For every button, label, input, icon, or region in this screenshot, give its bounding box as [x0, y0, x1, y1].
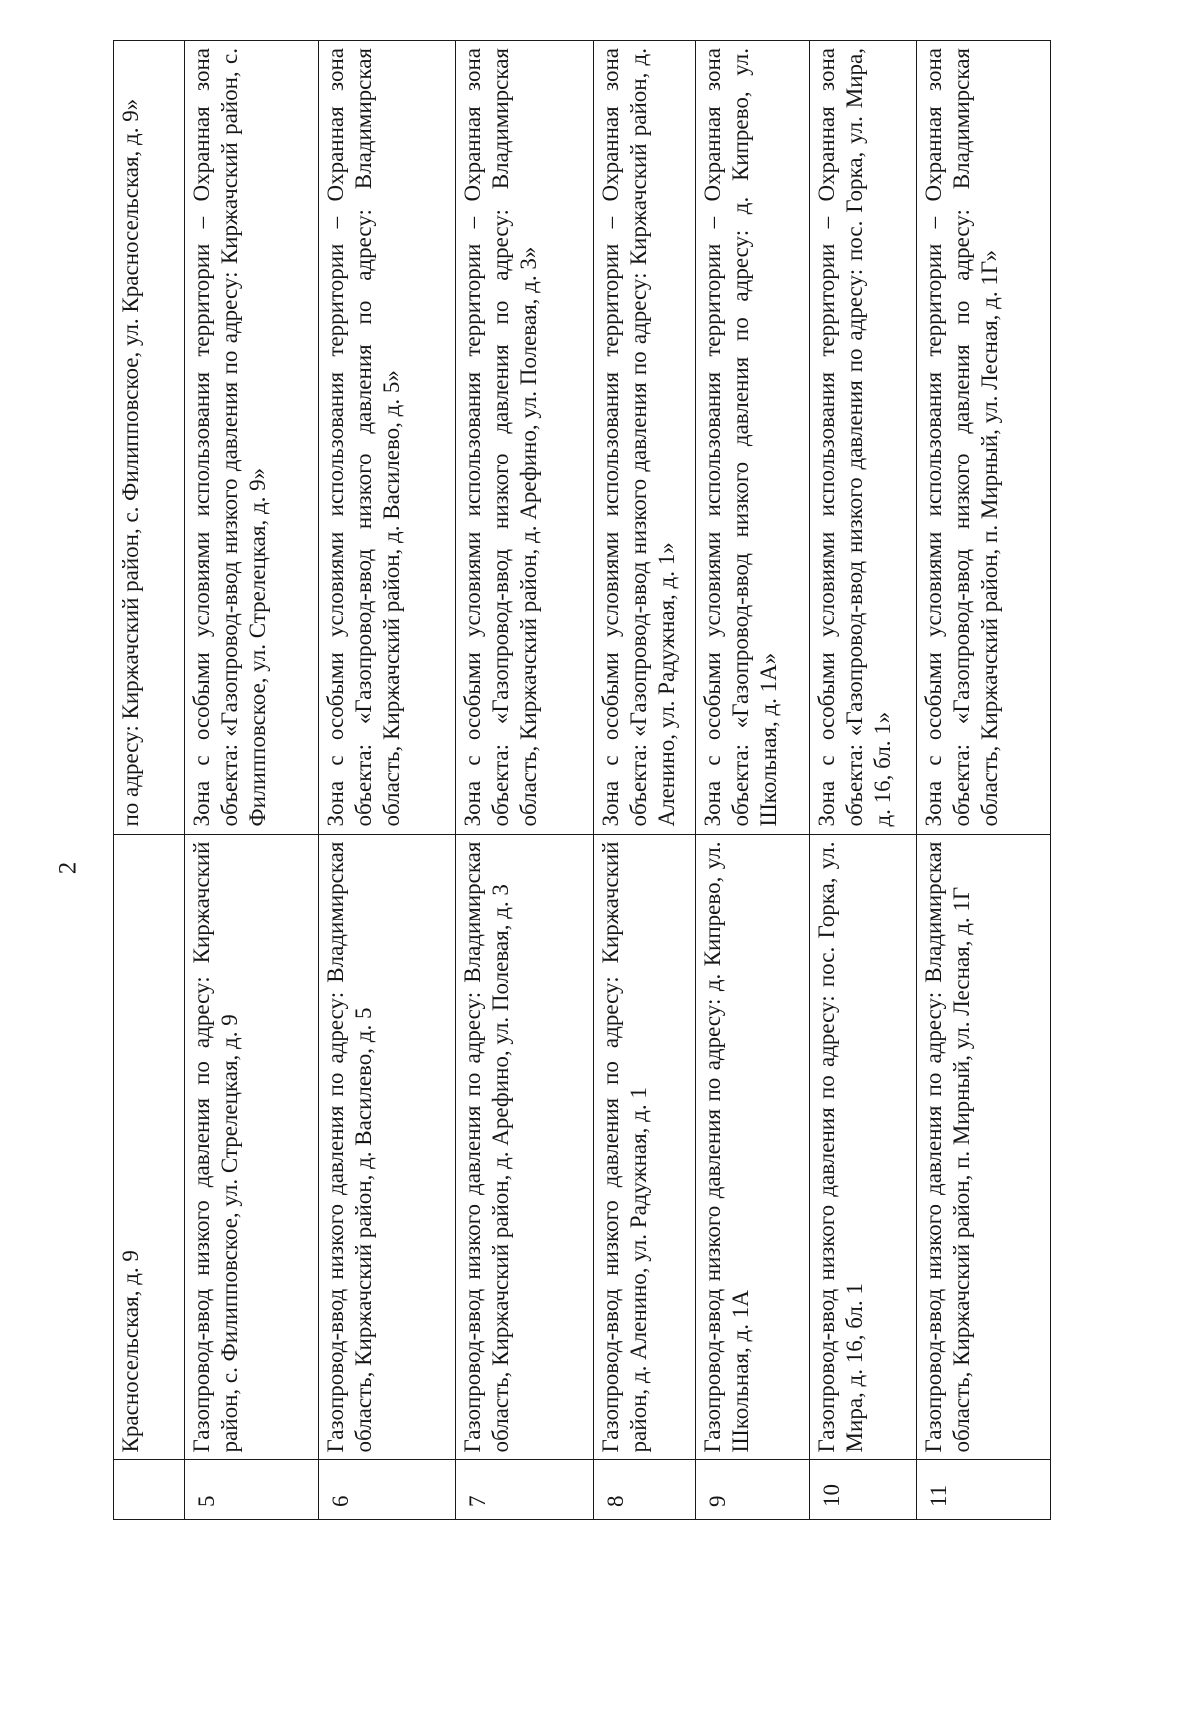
table-row [809, 41, 916, 1520]
row-number: 9 [695, 1460, 809, 1520]
row-number: 8 [594, 1460, 696, 1520]
object-description: Газопровод-ввод низкого давления по адресу: Киржачский район, д. Аленино, ул. Радужная, д. 1 [594, 834, 696, 1460]
row-number: 5 [185, 1460, 319, 1520]
table-row [455, 41, 593, 1520]
zone-description: Зона с особыми условиями использования территории – Охранная зона объекта: «Газопровод-ввод низкого давления по адресу: Владимирская область, Киржачский район, д. Василево, д. 5» [319, 41, 455, 835]
row-number: 10 [809, 1460, 916, 1520]
zone-description: Зона с особыми условиями использования территории – Охранная зона объекта: «Газопровод-ввод низкого давления по адресу: д. Кипрево, ул. Школьная, д. 1А» [695, 41, 809, 835]
table-row [319, 41, 455, 1520]
zone-description: Зона с особыми условиями использования территории – Охранная зона объекта: «Газопровод-ввод низкого давления по адресу: Киржачский район, с. Филипповское, ул. Стрелецкая, д. 9» [185, 41, 319, 835]
table-row [114, 41, 185, 1520]
object-description: Газопровод-ввод низкого давления по адресу: Владимирская область, Киржачский район, д. Василево, д. 5 [319, 834, 455, 1460]
table-row [916, 41, 1050, 1520]
table-row [185, 41, 319, 1520]
zone-description: Зона с особыми условиями использования территории – Охранная зона объекта: «Газопровод-ввод низкого давления по адресу: Владимирская область, Киржачский район, д. Арефино, ул. Полевая, д. 3» [455, 41, 593, 835]
row-number: 7 [455, 1460, 593, 1520]
object-description: Газопровод-ввод низкого давления по адресу: д. Кипрево, ул. Школьная, д. 1А [695, 834, 809, 1460]
row-number: 6 [319, 1460, 455, 1520]
zone-description: Зона с особыми условиями использования территории – Охранная зона объекта: «Газопровод-ввод низкого давления по адресу: Владимирская область, Киржачский район, п. Мирный, ул. Лесная, д. 1Г» [916, 41, 1050, 835]
rotated-table-container [113, 40, 1051, 1520]
zone-description: Зона с особыми условиями использования территории – Охранная зона объекта: «Газопровод-ввод низкого давления по адресу: Киржачский район, д. Аленино, ул. Радужная, д. 1» [594, 41, 696, 835]
object-description: Газопровод-ввод низкого давления по адресу: Киржачский район, с. Филипповское, ул. Стрелецкая, д. 9 [185, 834, 319, 1460]
object-description: Газопровод-ввод низкого давления по адресу: пос. Горка, ул. Мира, д. 16, бл. 1 [809, 834, 916, 1460]
object-description: Красносельская, д. 9 [114, 834, 185, 1460]
zone-description: Зона с особыми условиями использования территории – Охранная зона объекта: «Газопровод-ввод низкого давления по адресу: пос. Горка, ул. Мира, д. 16, бл. 1» [809, 41, 916, 835]
row-number: 11 [916, 1460, 1050, 1520]
zone-description: по адресу: Киржачский район, с. Филипповское, ул. Красносельская, д. 9» [114, 41, 185, 835]
table-row [695, 41, 809, 1520]
zones-table [113, 40, 1051, 1520]
object-description: Газопровод-ввод низкого давления по адресу: Владимирская область, Киржачский район, п. Мирный, ул. Лесная, д. 1Г [916, 834, 1050, 1460]
object-description: Газопровод-ввод низкого давления по адресу: Владимирская область, Киржачский район, д. Арефино, ул. Полевая, д. 3 [455, 834, 593, 1460]
row-number [114, 1460, 185, 1520]
page-number: 2 [54, 861, 82, 875]
table-row [594, 41, 696, 1520]
